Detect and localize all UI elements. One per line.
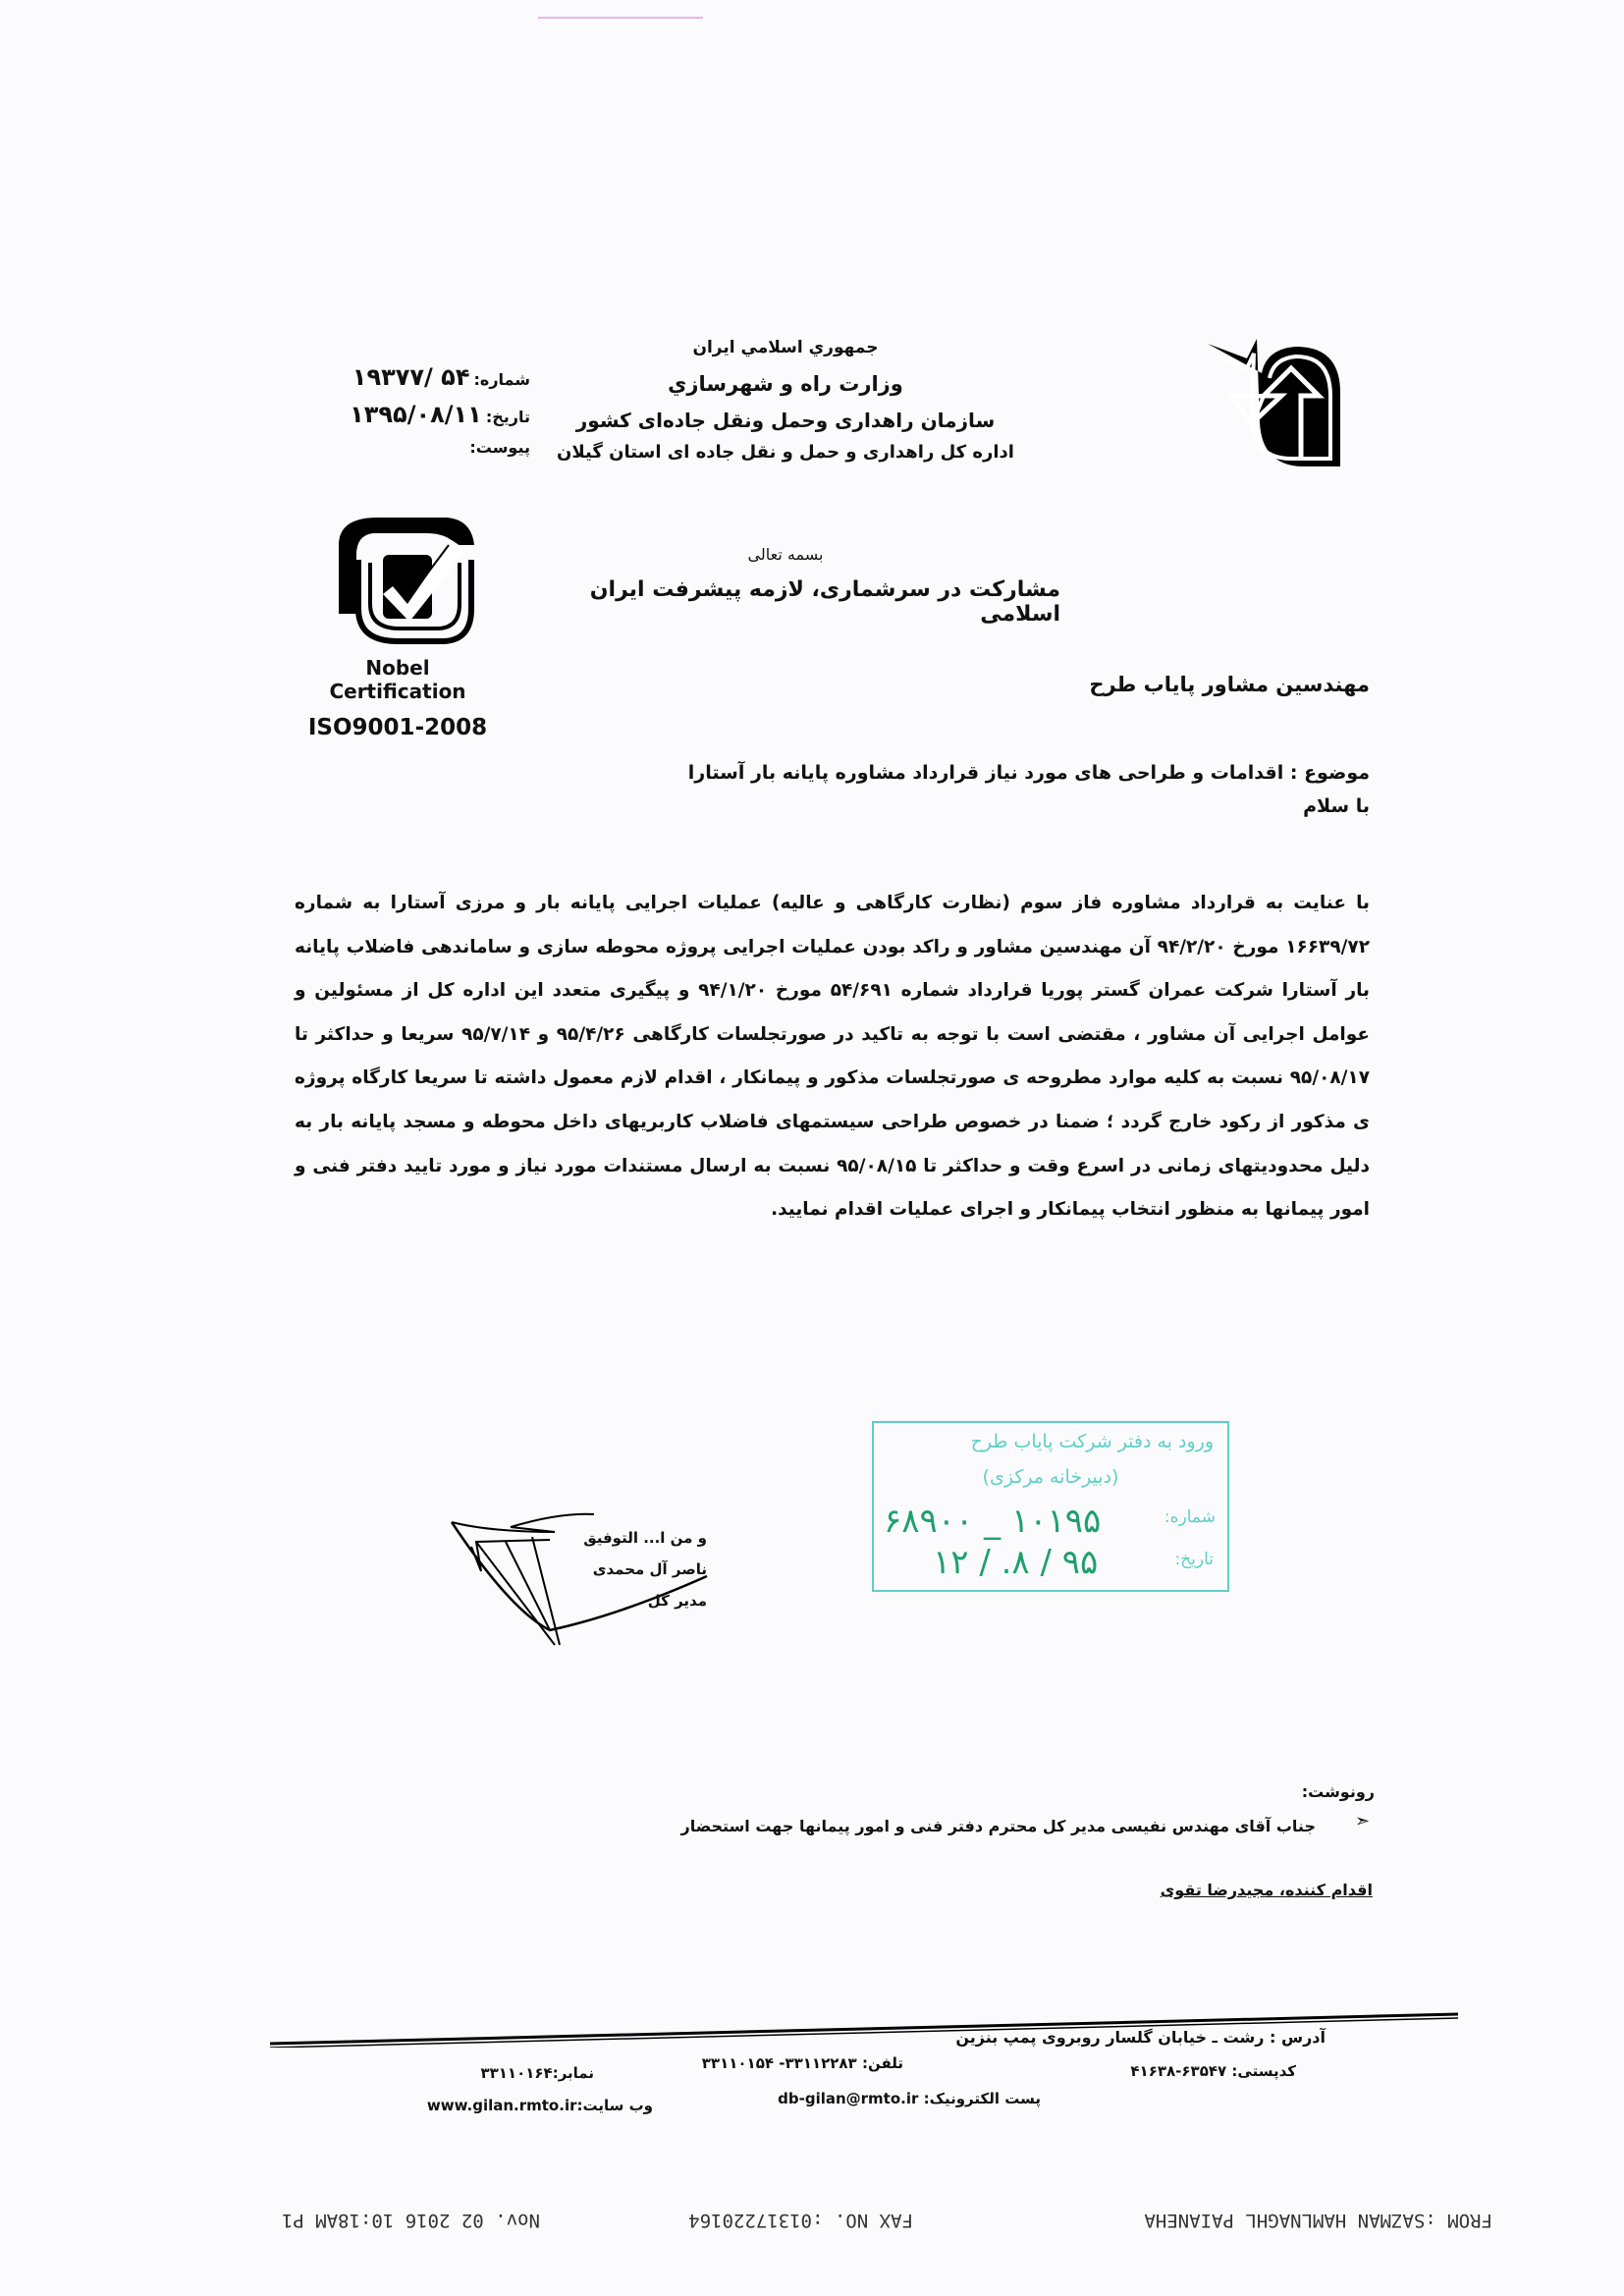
subject: موضوع : اقدامات و طراحی های مورد نیاز قرارداد مشاوره پایانه بار آستارا: [687, 762, 1370, 784]
header-ministry: وزارت راه و شهرسازي: [668, 371, 903, 396]
stamp-number-label: شماره:: [1164, 1507, 1216, 1527]
header-country: جمهوري اسلامي ايران: [692, 338, 879, 357]
letter-date-row: [295, 401, 530, 438]
arrow-bullet-icon: ➣: [1355, 1811, 1371, 1831]
header-department: اداره کل راهداری و حمل و نقل جاده ای استان گیلان: [557, 441, 1014, 463]
certification-name-line1: Nobel: [365, 656, 430, 680]
cc-label: رونوشت:: [1301, 1782, 1375, 1801]
iso-standard: ISO9001-2008: [307, 715, 488, 740]
stamp-subtitle: (دبیرخانه مرکزی): [982, 1466, 1119, 1488]
header-organization: سازمان راهداری وحمل ونقل جاده‌ای کشور: [575, 408, 996, 432]
letter-number-value: ۵۴ /۱۹۳۷۷: [352, 363, 470, 391]
greeting: با سلام: [1303, 795, 1370, 817]
footer-postal-code: کدپستی: ۶۳۵۴۷-۴۱۶۳۸: [1130, 2062, 1296, 2080]
signatory-name: ناصر آل محمدی: [592, 1560, 707, 1578]
footer-email: پست الکترونیک: db-gilan@rmto.ir: [778, 2090, 1041, 2107]
letter-number-label: شماره:: [473, 370, 530, 389]
attachment-label: پیوست:: [469, 438, 530, 457]
stamp-title: ورود به دفتر شرکت پایاب طرح: [970, 1431, 1214, 1452]
footer-fax: نمابر:۳۳۱۱۰۱۶۴: [480, 2064, 594, 2082]
fax-from: FROM :SAZMAN HAMLNAGHL PAIANEHA: [1144, 2210, 1492, 2231]
footer-address: آدرس : رشت ـ خیابان گلسار روبروی پمپ بنزین: [955, 2028, 1326, 2047]
fax-transmission-header: [216, 2202, 1522, 2231]
attachment-row: [295, 438, 530, 475]
certification-name-line2: Certification: [329, 680, 466, 703]
letter-meta: [295, 363, 530, 475]
cc-recipient: جناب آقای مهندس نفیسی مدیر کل محترم دفتر فنی و امور پیمانها جهت استحضار: [680, 1817, 1316, 1835]
fax-datetime: Nov. 02 2016 10:18AM P1: [281, 2210, 540, 2231]
stamp-date-value: ۹۵ / ۸. / ۱۲: [933, 1543, 1099, 1582]
basmala: بسمه تعالی: [747, 545, 824, 564]
recipient: مهندسین مشاور پایاب طرح: [1089, 673, 1370, 696]
fax-number: FAX NO. :01317220164: [688, 2210, 913, 2231]
letter-date-label: تاریخ:: [485, 408, 530, 426]
letter-number-row: [295, 363, 530, 401]
slogan: مشارکت در سرشماری، لازمه پیشرفت ایران اسلامی: [589, 577, 1060, 627]
cc-author: اقدام کننده، مجیدرضا تقوی: [1160, 1881, 1373, 1899]
top-edge-mark: [538, 17, 703, 19]
stamp-date-label: تاریخ:: [1174, 1550, 1214, 1569]
letter-body: با عنایت به قرارداد مشاوره فاز سوم (نظارت کارگاهی و عالیه) عملیات اجرایی پایانه بار و مرزی آستارا به شماره ۱۶۶۳۹/۷۲ مورخ ۹۴/۲/۲۰ آن مهندسین مشاور و راکد بودن عملیات اجرایی پروژه محوطه سازی و ساماندهی فاضلاب پایانه بار آستارا شرکت عمران گستر پوریا قرارداد شماره ۵۴/۶۹۱ مورخ ۹۴/۱/۲۰ و پیگیری متعدد این اداره کل از مسئولین و عوامل اجرایی آن مشاور ، مقتضی است با توجه به تاکید در صورتجلسات کارگاهی ۹۵/۴/۲۶ و ۹۵/۷/۱۴ سریعا و حداکثر تا ۹۵/۰۸/۱۷ نسبت به کلیه موارد مطروحه ی صورتجلسات مذکور و پیمانکار ، اقدام لازم معمول داشته تا سریعا کارگاه پروژه ی مذکور از رکود خارج گردد ؛ ضمنا در خصوص طراحی سیستمهای فاضلاب کاربریهای داخل محوطه و مسجد پایانه بار به دلیل محدودیتهای زمانی در اسرع وقت و حداکثر تا ۹۵/۰۸/۱۵ نسبت به ارسال مستندات مورد نیاز و مورد تایید دفتر فنی و امور پیمانها به منظور انتخاب پیمانکار و اجرای عملیات اقدام نمایید.: [295, 893, 1370, 1221]
footer-phone: تلفن: ۳۳۱۱۲۲۸۳- ۳۳۱۱۰۱۵۴: [701, 2054, 903, 2072]
government-header: [530, 339, 1041, 463]
received-stamp: [872, 1421, 1229, 1592]
road-transport-logo: [1193, 329, 1365, 476]
footer-website: وب سایت:www.gilan.rmto.ir: [426, 2097, 653, 2114]
stamp-number-value: ۱۰۱۹۵ _ ۶۸۹۰۰: [884, 1502, 1102, 1541]
signatory-title: مدیر کل: [647, 1592, 707, 1610]
certification-logo: [319, 506, 486, 648]
certification-caption: [295, 656, 501, 740]
closing-phrase: و من ا... التوفیق: [583, 1529, 707, 1547]
closing-block: [530, 1522, 707, 1616]
letter-date-value: ۱۳۹۵/۰۸/۱۱: [350, 401, 482, 428]
